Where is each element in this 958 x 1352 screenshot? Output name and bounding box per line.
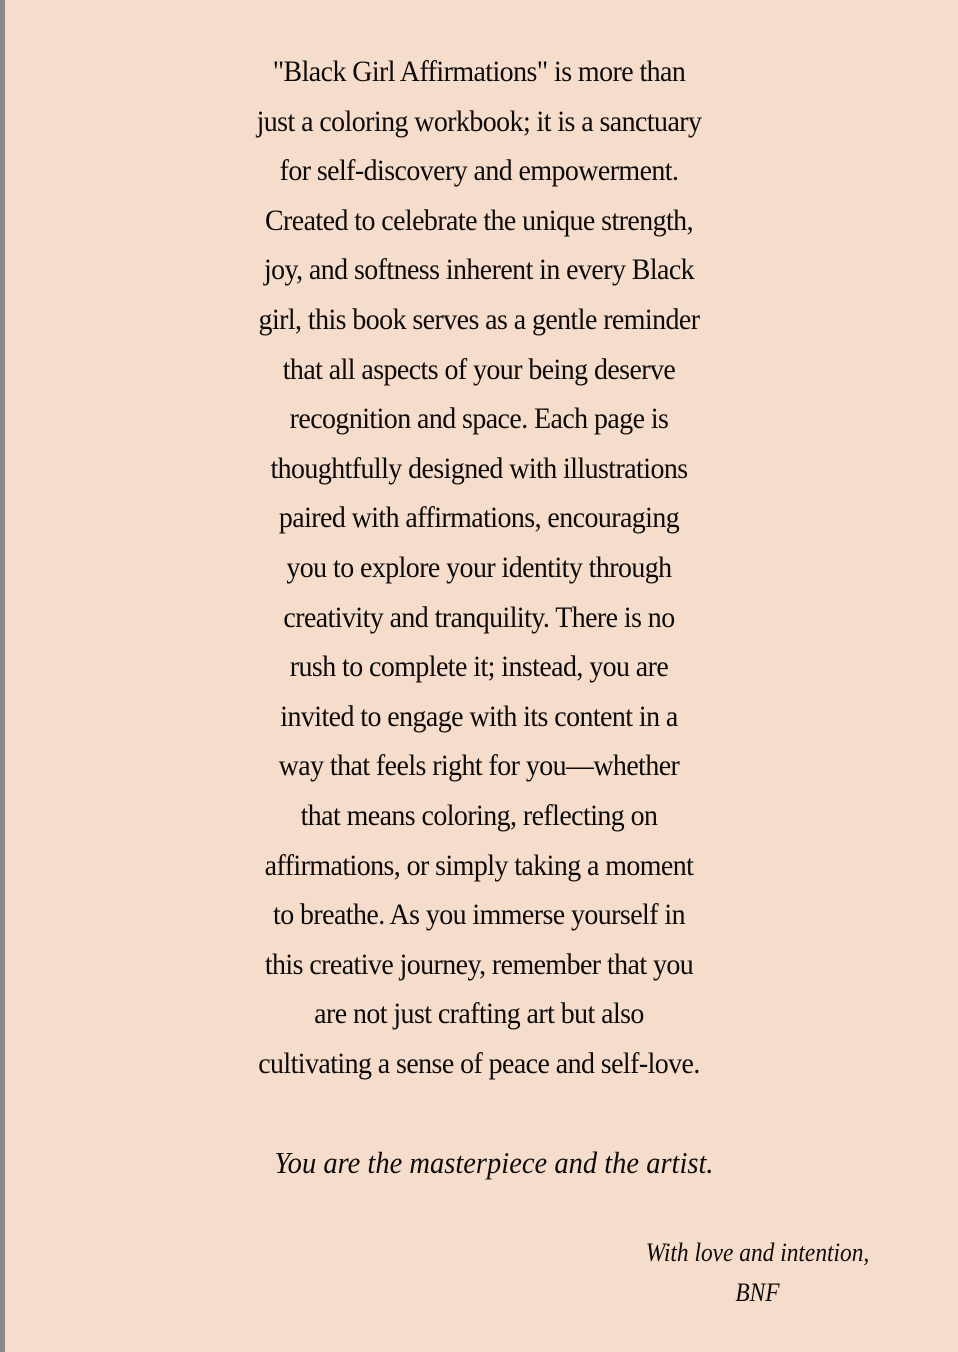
signoff: [600, 1233, 915, 1313]
body-paragraph: [0, 47, 958, 1088]
body-line: joy, and softness inherent in every Black: [263, 253, 695, 287]
body-line: for self-discovery and empowerment.: [279, 154, 679, 188]
body-line: Created to celebrate the unique strength,: [264, 203, 694, 237]
body-line: this creative journey, remember that you: [264, 947, 694, 981]
signature: BNF: [735, 1278, 780, 1307]
body-line: "Black Girl Affirmations" is more than: [272, 55, 686, 88]
body-line: creativity and tranquility. There is no: [283, 600, 675, 634]
body-line: you to explore your identity through: [286, 550, 672, 584]
body-line: girl, this book serves as a gentle reminder: [258, 302, 700, 336]
body-line: to breathe. As you immerse yourself in: [273, 898, 685, 932]
body-line: rush to complete it; instead, you are: [289, 650, 669, 684]
body-line: are not just crafting art but also: [314, 997, 644, 1031]
body-line: paired with affirmations, encouraging: [278, 501, 680, 535]
tagline: You are the masterpiece and the artist.: [274, 1145, 714, 1180]
body-line: that means coloring, reflecting on: [300, 798, 658, 832]
body-line: that all aspects of your being deserve: [282, 352, 676, 386]
body-line: thoughtfully designed with illustrations: [270, 451, 688, 485]
body-line: way that feels right for you—whether: [278, 749, 680, 783]
body-line: cultivating a sense of peace and self-love.: [258, 1046, 700, 1080]
body-line: just a coloring workbook; it is a sanctuary: [256, 104, 702, 138]
body-line: invited to engage with its content in a: [280, 699, 678, 733]
closing-line: With love and intention,: [645, 1238, 870, 1267]
body-line: recognition and space. Each page is: [289, 402, 669, 436]
body-line: affirmations, or simply taking a moment: [264, 848, 694, 882]
